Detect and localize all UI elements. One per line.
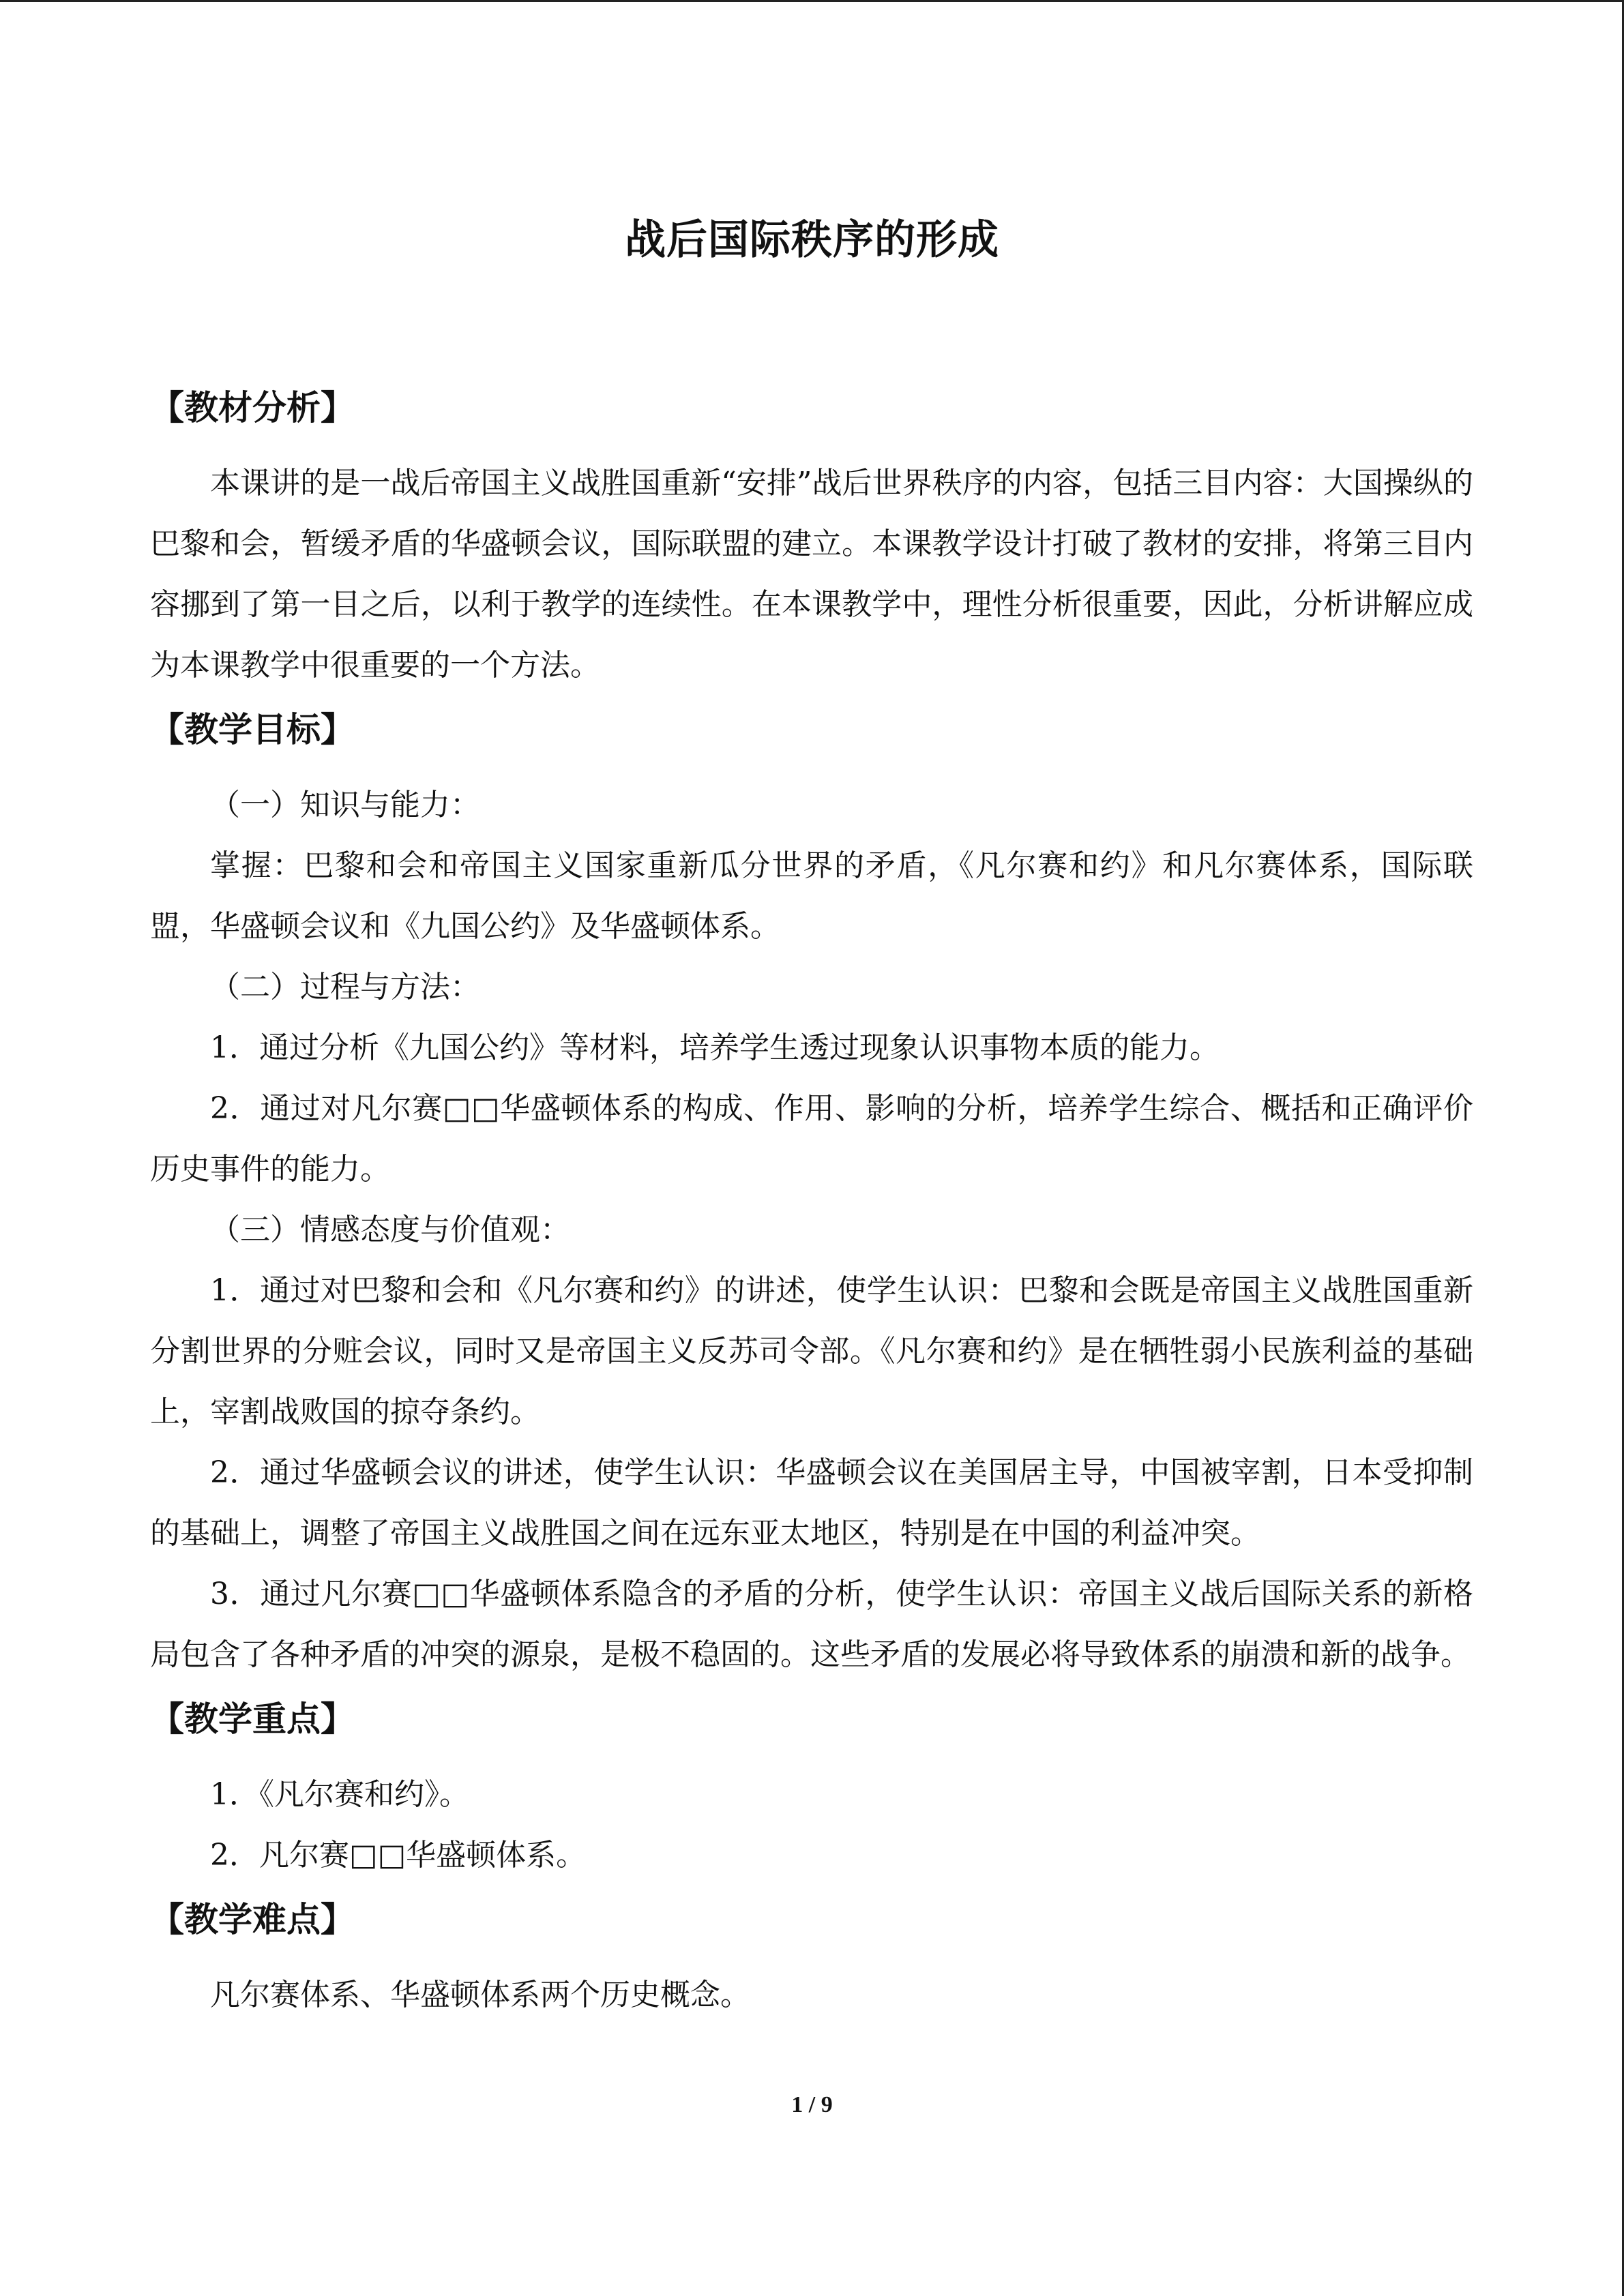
goals-process-label: （二）过程与方法： — [210, 970, 480, 1004]
key-point-item-2: 2．凡尔赛□□华盛顿体系。 — [210, 1838, 587, 1873]
section-heading-key-points: 【教学重点】 — [150, 1699, 355, 1739]
key-point-item-1: 1．《凡尔赛和约》。 — [210, 1777, 469, 1812]
goals-knowledge-label: （一）知识与能力： — [210, 788, 480, 822]
page-border-top — [0, 0, 1624, 2]
goals-emotion-item-1: 1．通过对巴黎和会和《凡尔赛和约》的讲述，使学生认识：巴黎和会既是帝国主义战胜国重新分割世界的分赃会议，同时又是帝国主义反苏司令部。《凡尔赛和约》是在牺牲弱小民族利益的基础上，宰割战败国的掠夺条约。 — [150, 1273, 1473, 1429]
goals-process-item-2: 2．通过对凡尔赛□□华盛顿体系的构成、作用、影响的分析，培养学生综合、概括和正确评价历史事件的能力。 — [150, 1091, 1473, 1187]
section-heading-analysis: 【教材分析】 — [150, 388, 355, 428]
goals-emotion-label: （三）情感态度与价值观： — [210, 1212, 570, 1247]
document-body — [150, 382, 1473, 2025]
section-textbook-analysis — [150, 382, 1473, 696]
goals-emotion-item-3: 3．通过凡尔赛□□华盛顿体系隐含的矛盾的分析，使学生认识：帝国主义战后国际关系的新格局包含了各种矛盾的冲突的源泉，是极不稳固的。这些矛盾的发展必将导致体系的崩溃和新的战争。 — [150, 1577, 1473, 1672]
goals-knowledge-text: 掌握：巴黎和会和帝国主义国家重新瓜分世界的矛盾，《凡尔赛和约》和凡尔赛体系，国际联盟，华盛顿会议和《九国公约》及华盛顿体系。 — [150, 848, 1473, 944]
analysis-paragraph: 本课讲的是一战后帝国主义战胜国重新“安排”战后世界秩序的内容，包括三目内容：大国操纵的巴黎和会，暂缓矛盾的华盛顿会议，国际联盟的建立。本课教学设计打破了教材的安排，将第三目内容挪到了第一目之后，以利于教学的连续性。在本课教学中，理性分析很重要，因此，分析讲解应成为本课教学中很重要的一个方法。 — [150, 466, 1473, 683]
section-heading-goals: 【教学目标】 — [150, 710, 355, 749]
difficulties-text: 凡尔赛体系、华盛顿体系两个历史概念。 — [210, 1978, 750, 2012]
section-heading-difficulties: 【教学难点】 — [150, 1900, 355, 1939]
section-teaching-goals — [150, 704, 1473, 1685]
goals-emotion-item-2: 2．通过华盛顿会议的讲述，使学生认识：华盛顿会议在美国居主导，中国被宰割，日本受抑制的基础上，调整了帝国主义战胜国之间在远东亚太地区，特别是在中国的利益冲突。 — [150, 1455, 1473, 1551]
document-title: 战后国际秩序的形成 — [625, 216, 999, 264]
section-key-points — [150, 1693, 1473, 1885]
goals-process-item-1: 1．通过分析《九国公约》等材料，培养学生透过现象认识事物本质的能力。 — [210, 1030, 1220, 1065]
page-number: 1 / 9 — [791, 2092, 833, 2117]
section-difficulties — [150, 1894, 1473, 2025]
